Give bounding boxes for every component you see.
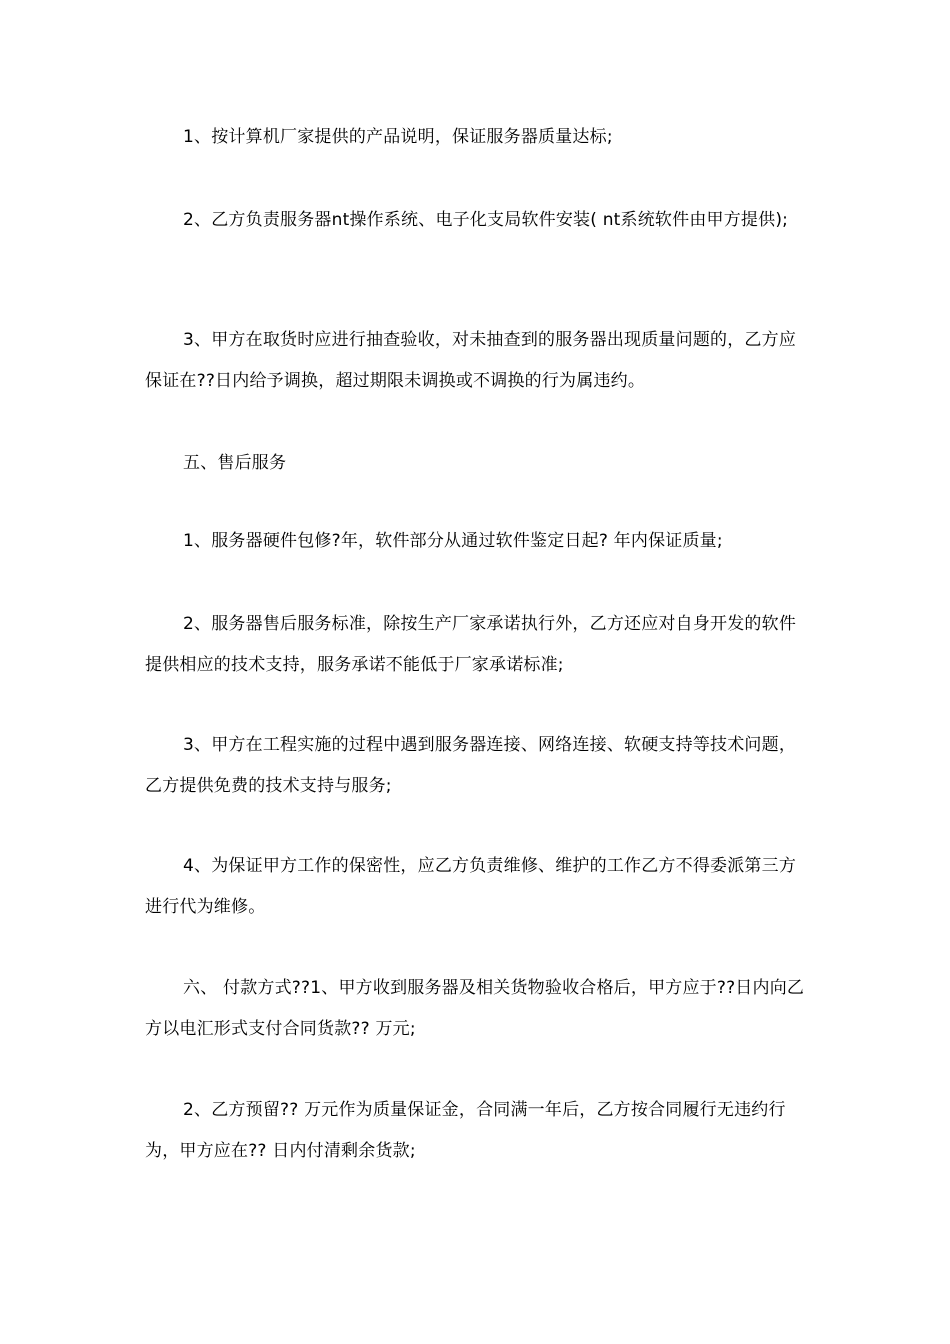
- paragraph-service-standard: 2、服务器售后服务标准，除按生产厂家承诺执行外，乙方还应对自身开发的软件提供相应的技术支持，服务承诺不能低于厂家承诺标准;: [145, 614, 797, 675]
- paragraph-inspection: 3、甲方在取货时应进行抽查验收，对未抽查到的服务器出现质量问题的，乙方应保证在??日内给予调换，超过期限未调换或不调换的行为属违约。: [145, 330, 797, 391]
- paragraph-technical-support: 3、甲方在工程实施的过程中遇到服务器连接、网络连接、软硬支持等技术问题，乙方提供免费的技术支持与服务;: [145, 735, 797, 796]
- paragraph-warranty: 1、服务器硬件包修?年，软件部分从通过软件鉴定日起? 年内保证质量;: [183, 531, 723, 551]
- paragraph-software-install: 2、乙方负责服务器nt操作系统、电子化支局软件安装( nt系统软件由甲方提供);: [183, 210, 789, 230]
- paragraph-quality-standard: 1、按计算机厂家提供的产品说明，保证服务器质量达标;: [183, 127, 613, 147]
- paragraph-quality-deposit: 2、乙方预留?? 万元作为质量保证金，合同满一年后，乙方按合同履行无违约行为，甲方应在?? 日内付清剩余货款;: [145, 1100, 786, 1161]
- section-heading-after-sales: 五、售后服务: [183, 453, 287, 473]
- paragraph-confidentiality: 4、为保证甲方工作的保密性，应乙方负责维修、维护的工作乙方不得委派第三方进行代为维修。: [145, 856, 797, 917]
- paragraph-payment-method: 六、 付款方式??1、甲方收到服务器及相关货物验收合格后，甲方应于??日内向乙方以电汇形式支付合同货款?? 万元;: [145, 978, 805, 1039]
